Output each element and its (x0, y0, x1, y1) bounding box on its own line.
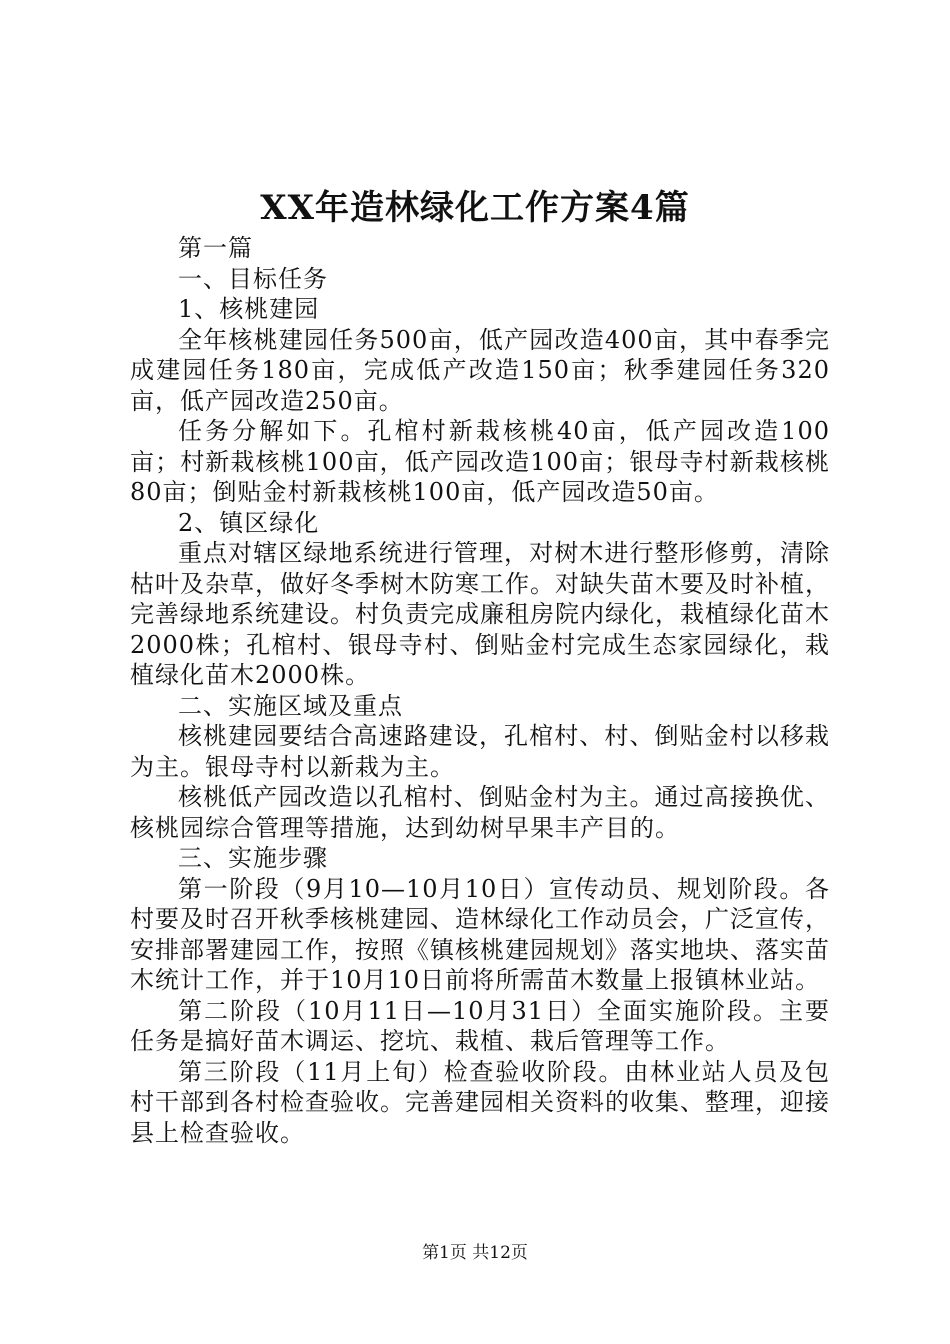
document-body (130, 233, 830, 1148)
paragraph-heading-steps: 三、实施步骤 (178, 844, 328, 872)
paragraph-greening-details: 重点对辖区绿地系统进行管理，对树木进行整形修剪，清除枯叶及杂草，做好冬季树木防寒工作。对缺失苗木要及时补植，完善绿地系统建设。村负责完成廉租房院内绿化，栽植绿化苗木2000株；孔棺村、银母寺村、倒贴金村完成生态家园绿化，栽植绿化苗木2000株。 (130, 539, 830, 689)
paragraph-heading-greening: 2、镇区绿化 (178, 508, 320, 537)
paragraph-task-breakdown: 任务分解如下。孔棺村新栽核桃40亩，低产园改造100亩；村新栽核桃100亩，低产园改造100亩；银母寺村新栽核桃80亩；倒贴金村新栽核桃100亩，低产园改造50亩。 (130, 417, 830, 506)
paragraph-walnut-tasks: 全年核桃建园任务500亩，低产园改造400亩，其中春季完成建园任务180亩，完成低产改造150亩；秋季建园任务320亩，低产园改造250亩。 (130, 325, 830, 415)
paragraph-stage-one: 第一阶段（9月10—10月10日）宣传动员、规划阶段。各村要及时召开秋季核桃建园、造林绿化工作动员会，广泛宣传，安排部署建园工作，按照《镇核桃建园规划》落实地块、落实苗木统计工作，并于10月10日前将所需苗木数量上报镇林业站。 (130, 874, 830, 994)
paragraph-heading-goals: 一、目标任务 (178, 264, 328, 293)
paragraph-stage-two: 第二阶段（10月11日—10月31日）全面实施阶段。主要任务是搞好苗木调运、挖坑、栽植、栽后管理等工作。 (130, 996, 830, 1055)
paragraph-areas-planting: 核桃建园要结合高速路建设，孔棺村、村、倒贴金村以移栽为主。银母寺村以新栽为主。 (130, 722, 830, 781)
page-footer: 第1页 共12页 (422, 1243, 528, 1263)
paragraph-stage-three: 第三阶段（11月上旬）检查验收阶段。由林业站人员及包村干部到各村检查验收。完善建园相关资料的收集、整理，迎接县上检查验收。 (130, 1057, 830, 1147)
paragraph-section-heading: 第一篇 (178, 234, 253, 262)
paragraph-areas-renovation: 核桃低产园改造以孔棺村、倒贴金村为主。通过高接换优、核桃园综合管理等措施，达到幼树早果丰产目的。 (130, 783, 830, 842)
paragraph-heading-areas: 二、实施区域及重点 (178, 691, 403, 720)
document-title: XX年造林绿化工作方案4篇 (260, 188, 690, 228)
paragraph-heading-walnut: 1、核桃建园 (178, 295, 320, 323)
